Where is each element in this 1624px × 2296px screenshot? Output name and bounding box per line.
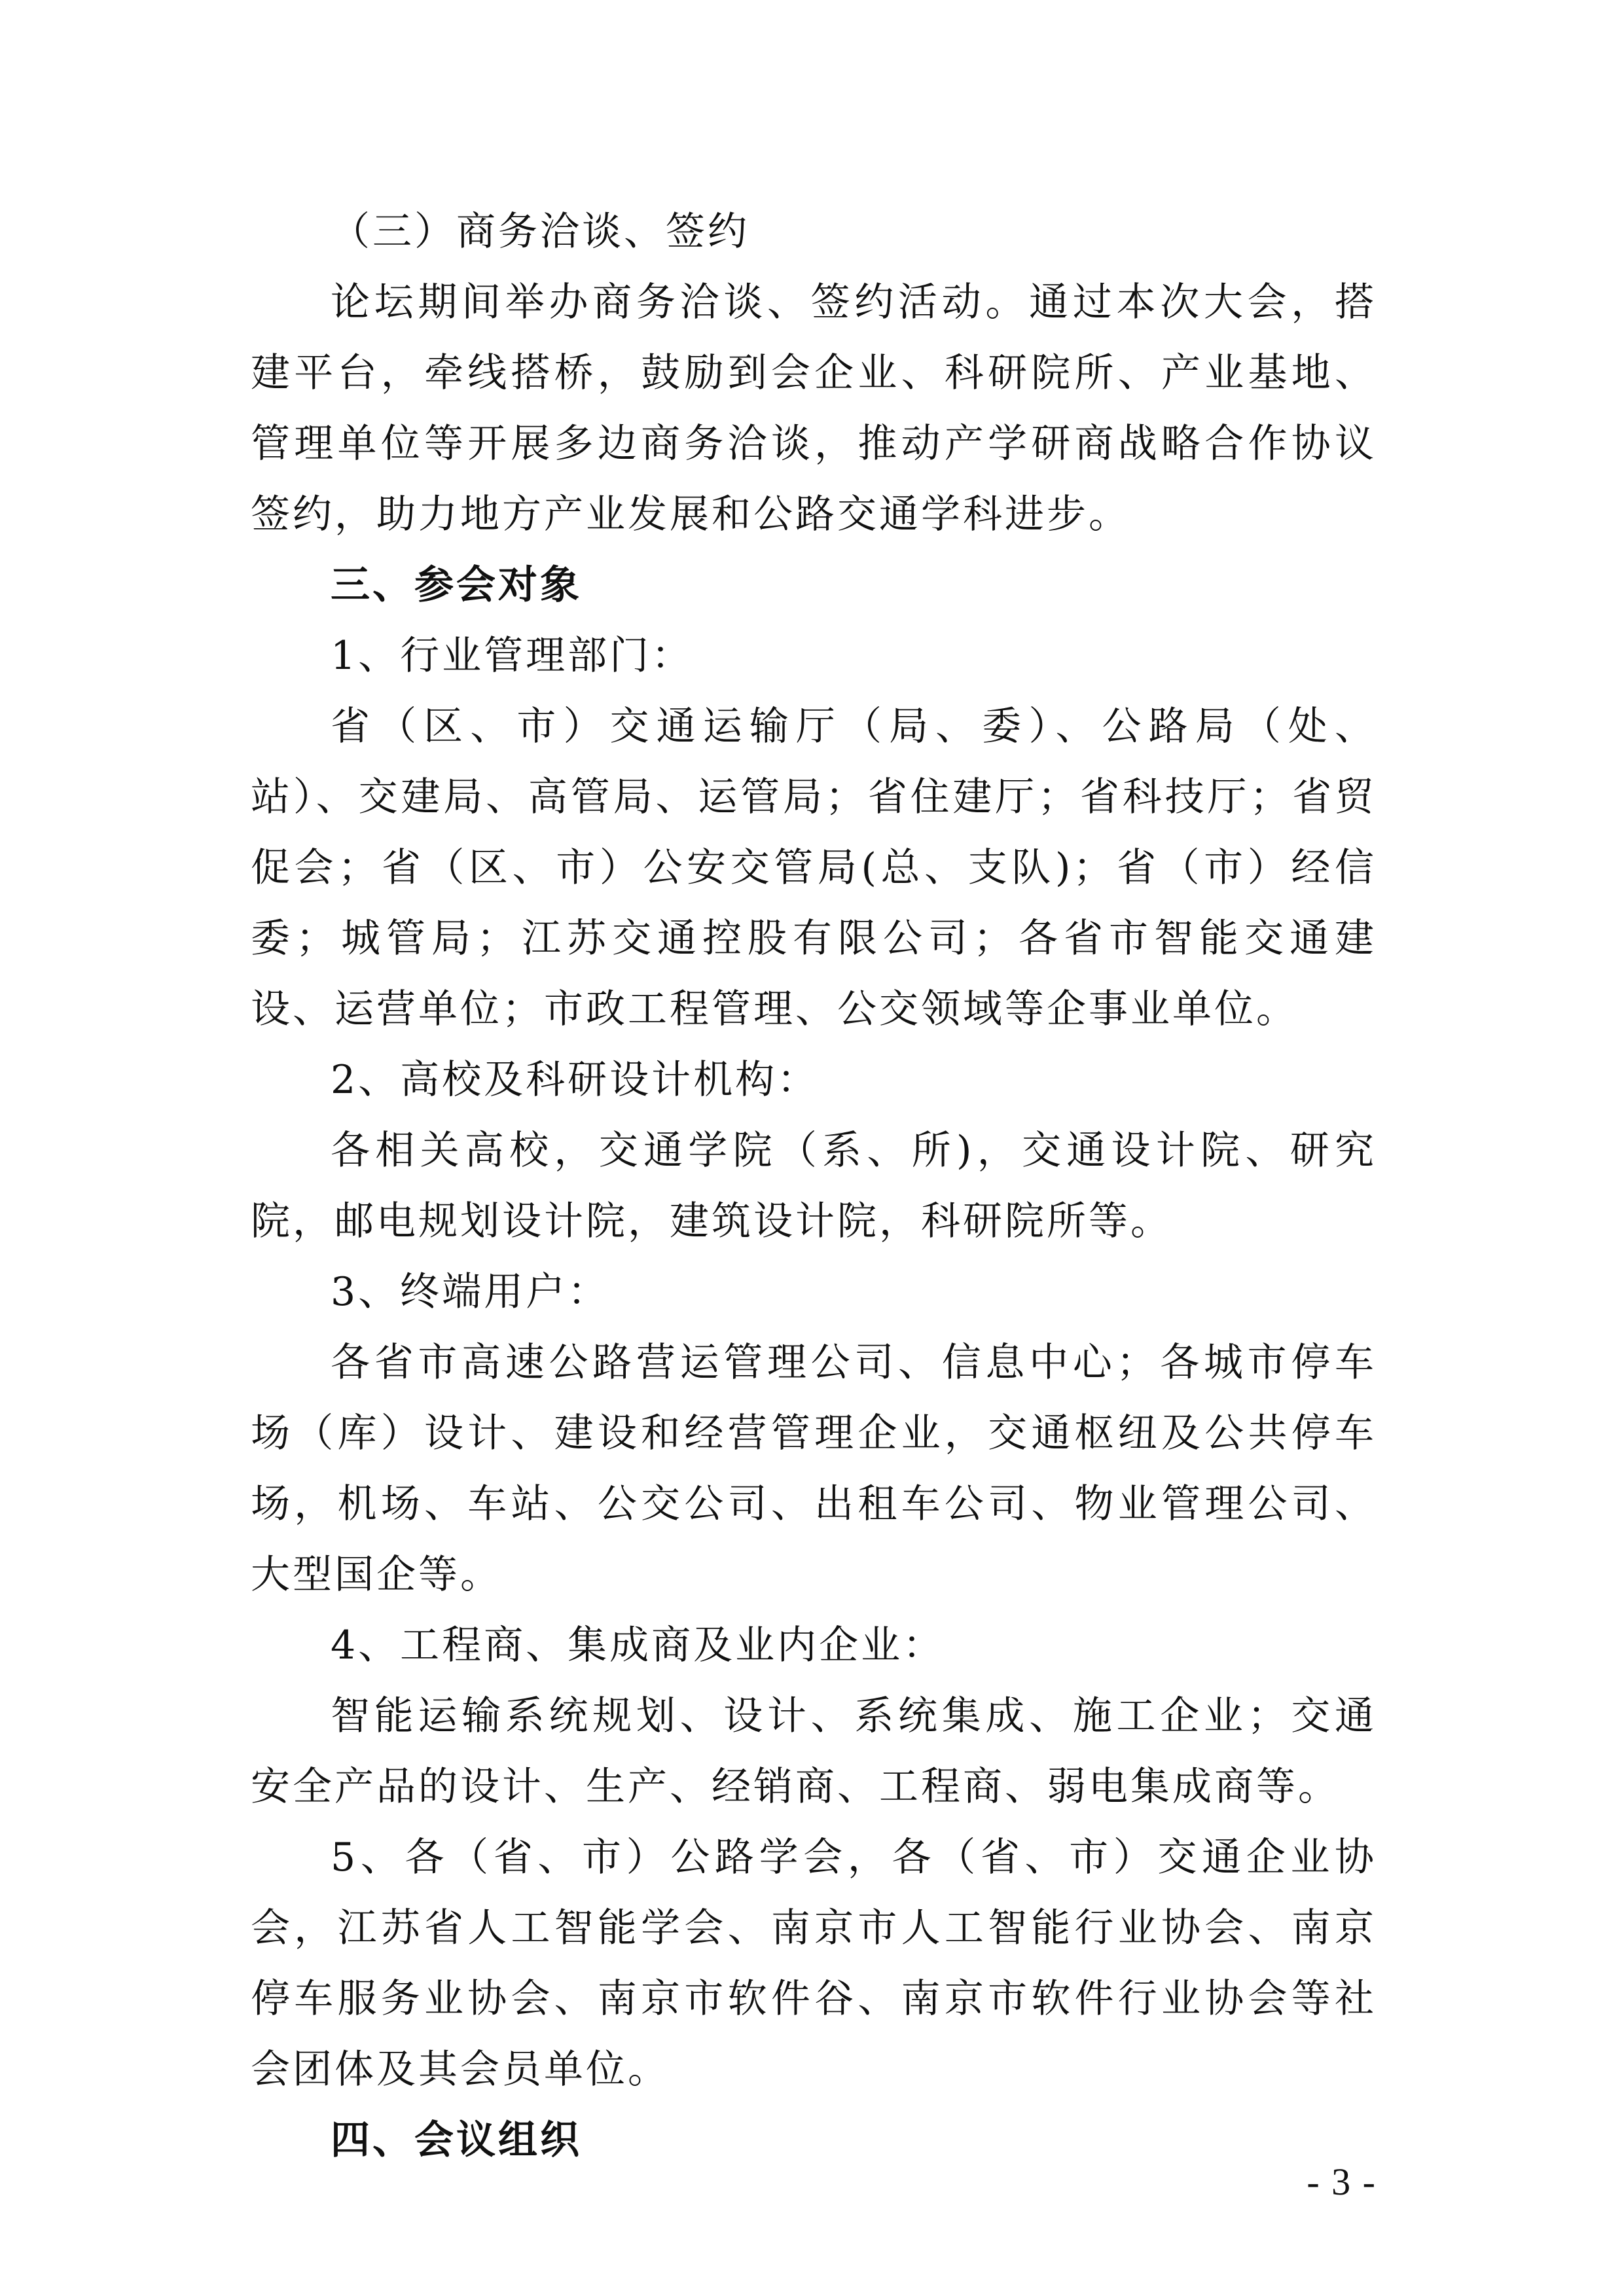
paragraph-end-users: 各省市高速公路营运管理公司、信息中心；各城市停车场（库）设计、建设和经营管理企业，交通枢纽及公共停车场，机场、车站、公交公司、出租车公司、物业管理公司、大型国企等。 — [251, 1340, 1377, 1598]
paragraph-industry-management: 省（区、市）交通运输厅（局、委）、公路局（处、站）、交建局、高管局、运管局；省住建厅；省科技厅；省贸促会；省（区、市）公安交管局(总、支队)；省（市）经信委；城管局；江苏交通控股有限公司；各省市智能交通建设、运营单位；市政工程管理、公交领域等企事业单位。 — [251, 704, 1377, 1032]
page-number: - 3 - — [1307, 2161, 1377, 2203]
body-text — [251, 196, 1377, 2176]
paragraph-universities: 各相关高校，交通学院（系、所)，交通设计院、研究院，邮电规划设计院，建筑设计院，科研院所等。 — [251, 1128, 1377, 1244]
paragraph-associations: 5、各（省、市）公路学会，各（省、市）交通企业协会，江苏省人工智能学会、南京市人工智能行业协会、南京停车服务业协会、南京市软件谷、南京市软件行业协会等社会团体及其会员单位。 — [251, 1835, 1377, 2092]
paragraph-negotiation-details: 论坛期间举办商务洽谈、签约活动。通过本次大会，搭建平台，牵线搭桥，鼓励到会企业、科研院所、产业基地、管理单位等开展多边商务洽谈，推动产学研商战略合作协议签约，助力地方产业发展和公路交通学科进步。 — [251, 279, 1377, 537]
item-universities: 2、高校及科研设计机构： — [331, 1057, 820, 1103]
item-engineering-companies: 4、工程商、集成商及业内企业： — [331, 1623, 945, 1668]
item-industry-management: 1、行业管理部门： — [331, 633, 694, 679]
heading-participants: 三、参会对象 — [331, 562, 582, 608]
paragraph-engineering-companies: 智能运输系统规划、设计、系统集成、施工企业；交通安全产品的设计、生产、经销商、工程商、弱电集成商等。 — [251, 1693, 1377, 1810]
subheading-business-negotiation: （三）商务洽谈、签约 — [331, 209, 749, 255]
item-end-users: 3、终端用户： — [331, 1269, 610, 1315]
heading-meeting-organization: 四、会议组织 — [331, 2117, 582, 2163]
